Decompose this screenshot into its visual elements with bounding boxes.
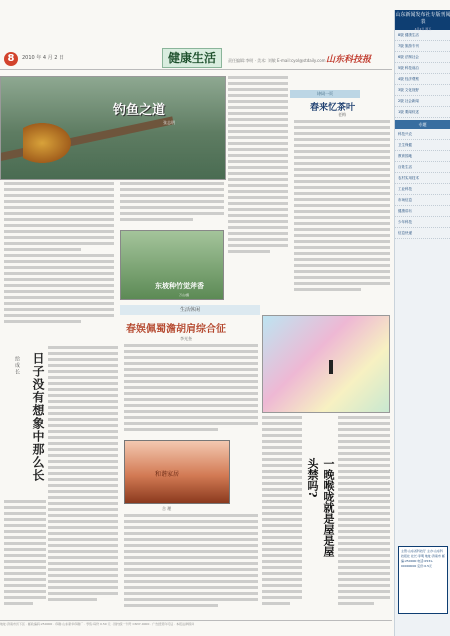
center-lower-body [124,514,258,614]
index-group-item[interactable]: 教育园地 [395,151,450,162]
publisher-info-box: 主管:山东省科技厅 主办:山东科技报社 社长:李明 地址:济南市 邮编:250000 电话:0531-00000000 定价:0.5元 [398,546,448,614]
index-group-item[interactable]: 科技兴农 [395,129,450,140]
index-sidebar-head [395,10,450,30]
poem-body [294,120,390,300]
index-group-item[interactable]: 少年科技 [395,217,450,228]
center-article-title: 春娱佩蜀澹胡肩综合征 [126,324,226,335]
vertical-headline-box [30,352,44,492]
bamboo-credit: 万山/摄 [179,293,190,297]
poem-title: 春来忆茶叶 [310,103,356,113]
question-headline-box [304,458,334,558]
feature-body-left [4,182,114,342]
newspaper-brand: 山东科技报 [326,55,372,65]
index-item[interactable]: 2版 社会新闻 [395,96,450,107]
page-footer: 地址:济南市历下区 · 邮政编码:250000 · 印刷:山东新华印刷厂 · 零售:每份 0.50 元 · 国内统一刊号 CN37-0000 · 广告经营许可证 · 本报法律顾问 [0,620,392,626]
section-ribbon: 生活休闲 [120,305,260,315]
index-group-item[interactable]: 健康讲坛 [395,206,450,217]
page-header [0,0,392,70]
poem-author: 老梅 [338,112,346,117]
section-title: 健康生活 [162,48,222,68]
poem-banner: 诗词一页 [290,90,360,98]
bamboo-photo [120,230,224,300]
person-silhouette [329,360,333,374]
right-lower-body [262,416,302,614]
center-article-author: 李光奎 [180,336,192,341]
feature-byline: 张志明 [163,120,175,125]
index-item[interactable]: 6版 法制社会 [395,52,450,63]
kingfisher-bird [23,123,71,163]
right-column-body [338,416,390,614]
vertical-headline: 日子没有想象中那么长 [31,352,45,482]
question-headline: 一晚喉咙就是屋是屋头禁吗? [306,458,335,557]
left-lower-body [48,346,118,614]
index-group-item[interactable]: 农村实用技术 [395,173,450,184]
index-sidebar-date: 4月2日 周五 [414,27,432,31]
index-sidebar [394,10,450,636]
page-number: 8 [4,52,18,66]
index-group-title: 专题 [395,120,450,129]
far-left-lower-body [4,500,46,614]
vertical-kicker: 给 成 长 [14,356,20,375]
index-group-item[interactable]: 百姓生活 [395,162,450,173]
top-right-text [228,76,288,272]
room-caption: 合 理 [162,506,172,511]
index-item[interactable]: 7版 旅游专刊 [395,41,450,52]
index-sidebar-title: 山东新闻发布社专版刊阅表 [395,12,450,25]
feature-body-right [120,182,224,228]
bamboo-caption: 东坡种竹觉斧香 [155,281,204,290]
index-item[interactable]: 8版 健康生活 [395,30,450,41]
index-group-item[interactable]: 市场信息 [395,195,450,206]
center-article-body [124,344,258,438]
index-item[interactable]: 1版 要闻综述 [395,107,450,118]
room-photo-label: 和谐家居 [155,471,180,478]
index-item[interactable]: 5版 科技前沿 [395,63,450,74]
index-group-item[interactable]: 卫生保健 [395,140,450,151]
index-group-item[interactable]: 信息快递 [395,228,450,239]
index-group-item[interactable]: 工业科技 [395,184,450,195]
sky-photo [262,315,390,413]
editor-line: 责任编辑:李明 · 美术: 刘敏 E-mail:cyol@stdaily.com [228,58,326,63]
feature-title: 钓鱼之道 [113,103,166,118]
index-item[interactable]: 3版 文化视野 [395,85,450,96]
issue-date: 2010 年 4 月 2 日 [22,55,65,61]
index-item[interactable]: 4版 经济观察 [395,74,450,85]
room-photo [124,440,230,504]
feature-photo [0,76,226,180]
